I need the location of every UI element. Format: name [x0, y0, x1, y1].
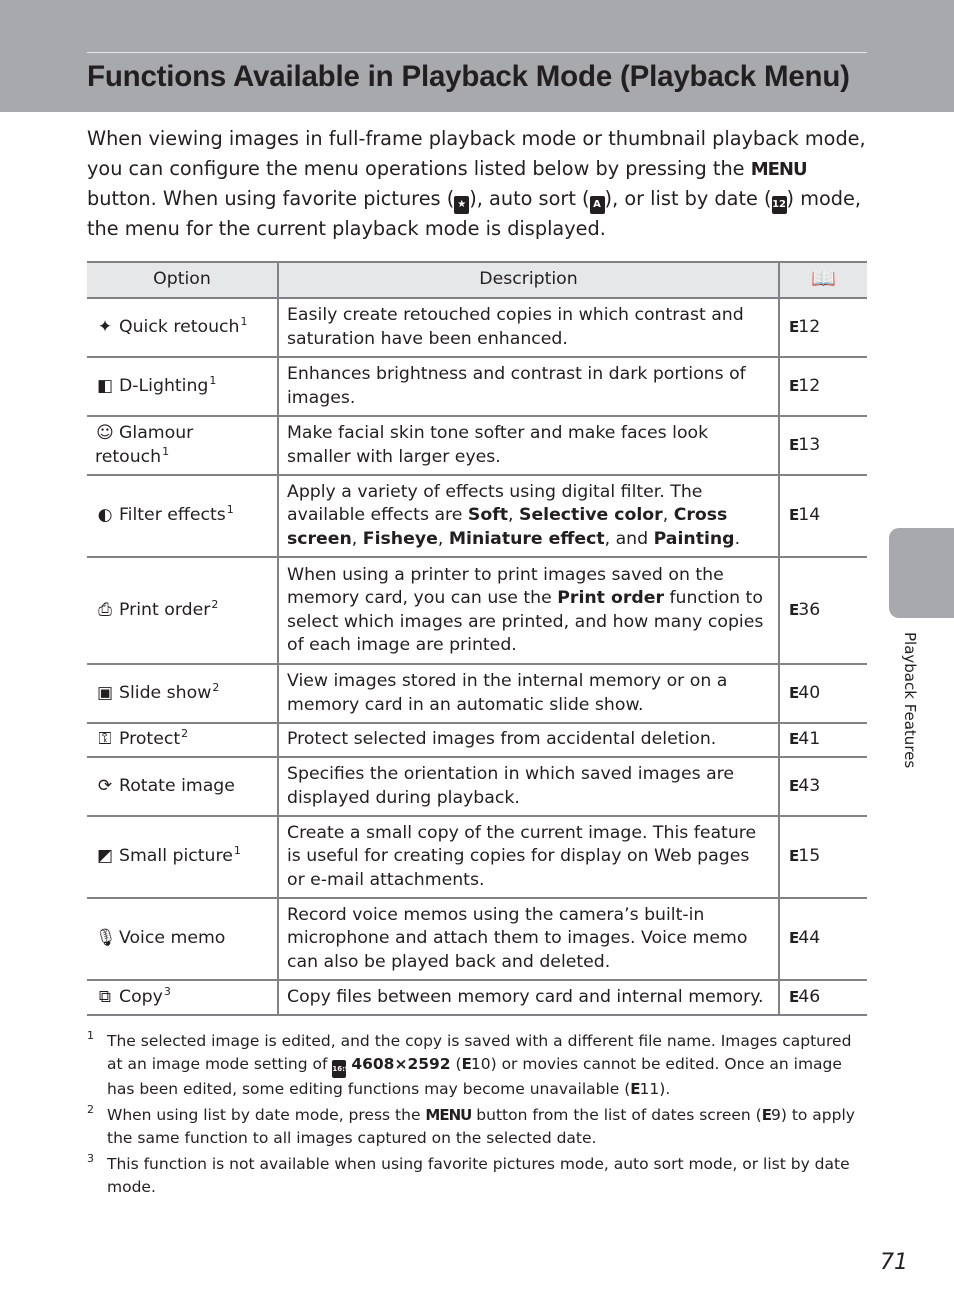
option-cell — [87, 898, 278, 980]
rotate-image-icon: ⟳ — [97, 775, 113, 796]
reference-section-icon: E — [630, 1079, 639, 1098]
page-reference: 13 — [798, 434, 821, 455]
description-cell — [278, 416, 779, 475]
protect-icon: ⚿ — [98, 729, 112, 750]
intro-text: ) mode, the menu for the current playback mode is displayed. — [87, 187, 862, 240]
description-text: Record voice memos using the camera’s built-in microphone and attach them to images. Voice memo can also be played back and deleted. — [287, 904, 748, 972]
reference-cell — [779, 980, 867, 1015]
footnote-text: button from the list of dates screen ( — [476, 1106, 762, 1124]
table-row — [87, 557, 867, 664]
option-label: Rotate image — [119, 775, 235, 796]
table-row — [87, 723, 867, 757]
footnote-number: 3 — [87, 1152, 94, 1165]
page-reference: 12 — [798, 316, 821, 337]
emphasized-term: Selective color — [519, 505, 663, 526]
table-row — [87, 298, 867, 357]
footnote-text: ) to apply the same function to all images captured on the selected date. — [107, 1106, 855, 1147]
footnote-marker: 2 — [212, 680, 220, 694]
section-side-tab — [889, 528, 954, 618]
image-mode-icon: 16:9 — [332, 1060, 346, 1078]
copy-icon: ⧉ — [98, 986, 112, 1007]
option-cell — [87, 816, 278, 898]
table-row — [87, 357, 867, 416]
table-row — [87, 416, 867, 475]
intro-text: ), auto sort ( — [469, 187, 590, 210]
reference-section-icon: E — [789, 776, 798, 795]
option-cell — [87, 557, 278, 664]
footnote-number: 2 — [87, 1103, 94, 1116]
description-cell — [278, 664, 779, 723]
reference-section-icon: E — [789, 847, 798, 866]
favorite-pictures-icon: ★ — [454, 196, 469, 214]
option-cell — [87, 664, 278, 723]
option-cell — [87, 757, 278, 816]
header-band — [0, 0, 954, 112]
option-label: Small picture — [119, 846, 233, 867]
option-label: Protect — [119, 729, 181, 750]
reference-cell — [779, 723, 867, 757]
page-reference: 12 — [798, 375, 821, 396]
description-text: , — [508, 505, 519, 526]
table-row — [87, 757, 867, 816]
footnotes — [87, 1030, 867, 1202]
column-header-reference — [779, 262, 867, 298]
section-side-label: Playback Features — [901, 632, 919, 769]
footnote-3 — [87, 1153, 867, 1198]
reference-cell — [779, 416, 867, 475]
description-text: function to select which images are printed, and how many copies of each image are printed. — [287, 588, 764, 655]
description-text: When using a printer to print images saved on the memory card, you can use the — [287, 564, 724, 608]
reference-section-icon: E — [789, 506, 798, 525]
footnote-number: 1 — [87, 1029, 94, 1042]
footnote-text: ) or movies cannot be edited. Once an image has been edited, some editing functions may become unavailable ( — [107, 1054, 842, 1098]
table-row — [87, 980, 867, 1015]
description-text: Specifies the orientation in which saved images are displayed during playback. — [287, 764, 735, 808]
option-cell — [87, 980, 278, 1015]
option-cell — [87, 298, 278, 357]
table-row — [87, 816, 867, 898]
description-cell — [278, 980, 779, 1015]
emphasized-term: Miniature effect — [448, 528, 605, 549]
page-reference: 9 — [770, 1106, 781, 1124]
reference-section-icon: E — [461, 1054, 470, 1073]
book-icon: 📖 — [811, 266, 836, 291]
description-text: , — [437, 528, 449, 549]
page-reference: 15 — [798, 846, 821, 867]
page-reference: 11 — [639, 1079, 660, 1098]
emphasized-term: Print order — [557, 588, 664, 608]
reference-cell — [779, 557, 867, 664]
quick-retouch-icon: ✦ — [97, 316, 113, 337]
description-cell — [278, 557, 779, 664]
description-text: Create a small copy of the current image. This feature is useful for creating copies for display on Web pages or e-mail attachments. — [287, 822, 757, 890]
emphasized-term: Soft — [467, 505, 508, 526]
slide-show-icon: ▣ — [96, 682, 114, 703]
option-label: D-Lighting — [119, 375, 209, 396]
reference-cell — [779, 475, 867, 557]
reference-section-icon: E — [789, 317, 798, 336]
reference-cell — [779, 664, 867, 723]
description-text: Make facial skin tone softer and make faces look smaller with larger eyes. — [287, 423, 709, 467]
description-text: , — [662, 505, 674, 526]
description-cell — [278, 723, 779, 757]
glamour-retouch-icon: ☺ — [96, 423, 114, 443]
table-header-row — [87, 262, 867, 298]
description-cell — [278, 357, 779, 416]
option-label: Print order — [119, 599, 211, 620]
emphasized-term: Painting — [653, 528, 735, 549]
list-by-date-icon: 12 — [772, 196, 787, 214]
reference-cell — [779, 357, 867, 416]
footnote-marker: 1 — [240, 314, 248, 328]
column-header-option: Option — [87, 262, 278, 298]
option-cell — [87, 723, 278, 757]
header-rule — [87, 52, 867, 53]
column-header-description: Description — [278, 262, 779, 298]
reference-section-icon: E — [789, 600, 798, 619]
option-label: Glamour retouch — [95, 423, 194, 467]
page-reference: 36 — [798, 599, 821, 620]
option-cell — [87, 357, 278, 416]
option-label: Voice memo — [119, 928, 226, 949]
reference-cell — [779, 298, 867, 357]
reference-cell — [779, 816, 867, 898]
emphasized-term: Cross screen — [287, 505, 728, 549]
footnote-text: ( — [455, 1054, 462, 1073]
page-title: Functions Available in Playback Mode (Playback Menu) — [87, 60, 850, 93]
footnote-marker: 3 — [163, 984, 171, 998]
footnote-marker: 2 — [181, 727, 189, 741]
intro-text: button. When using favorite pictures ( — [87, 187, 455, 210]
description-text: Easily create retouched copies in which contrast and saturation have been enhanced. — [287, 305, 744, 349]
option-cell — [87, 416, 278, 475]
print-order-icon: ⎙ — [98, 599, 112, 620]
voice-memo-icon: 🎙 — [95, 928, 117, 949]
footnote-marker: 1 — [233, 844, 241, 858]
page-reference: 43 — [798, 775, 821, 796]
description-text: , — [351, 528, 363, 549]
reference-section-icon: E — [789, 730, 798, 749]
option-cell — [87, 475, 278, 557]
intro-text: When viewing images in full-frame playback mode or thumbnail playback mode, you can configure the menu operations listed below by pressing the — [87, 127, 866, 180]
table-row — [87, 898, 867, 980]
description-cell — [278, 298, 779, 357]
description-cell — [278, 816, 779, 898]
small-picture-icon: ◩ — [96, 846, 114, 867]
footnote-marker: 1 — [226, 503, 234, 517]
reference-section-icon: E — [789, 929, 798, 948]
playback-menu-table — [87, 261, 867, 1016]
footnote-marker: 1 — [162, 444, 170, 458]
reference-cell — [779, 757, 867, 816]
description-text: . — [734, 528, 741, 549]
menu-button-glyph: MENU — [750, 158, 807, 180]
page-reference: 14 — [798, 505, 821, 526]
emphasized-term: Fisheye — [362, 528, 438, 549]
footnote-text: ). — [659, 1079, 671, 1098]
intro-text: ), or list by date ( — [604, 187, 772, 210]
option-label: Filter effects — [119, 505, 226, 526]
intro-paragraph — [87, 124, 877, 244]
page-reference: 10 — [470, 1054, 491, 1073]
image-mode-value: 4608×2592 — [351, 1054, 451, 1073]
footnote-1 — [87, 1030, 867, 1100]
reference-section-icon: E — [761, 1106, 770, 1124]
footnote-text: When using list by date mode, press the — [107, 1106, 421, 1124]
reference-section-icon: E — [789, 987, 798, 1006]
d-lighting-icon: ◧ — [96, 375, 114, 396]
option-label: Copy — [119, 986, 163, 1007]
reference-cell — [779, 898, 867, 980]
reference-section-icon: E — [789, 376, 798, 395]
page-reference: 46 — [798, 986, 821, 1007]
description-cell — [278, 475, 779, 557]
footnote-2 — [87, 1104, 867, 1149]
footnote-marker: 1 — [209, 373, 217, 387]
description-text: Protect selected images from accidental deletion. — [287, 729, 717, 750]
reference-section-icon: E — [789, 435, 798, 454]
description-text: Apply a variety of effects using digital filter. The available effects are — [287, 481, 703, 526]
description-text: , and — [604, 528, 654, 549]
auto-sort-icon: A — [590, 196, 605, 214]
option-label: Slide show — [119, 682, 212, 703]
description-cell — [278, 757, 779, 816]
page-reference: 40 — [798, 682, 821, 703]
footnote-text: The selected image is edited, and the copy is saved with a different file name. Images captured at an image mode setting of — [107, 1032, 852, 1073]
description-text: Copy files between memory card and internal memory. — [287, 986, 764, 1007]
page-number: 71 — [880, 1250, 908, 1275]
option-label: Quick retouch — [119, 316, 240, 337]
description-cell — [278, 898, 779, 980]
table-row — [87, 664, 867, 723]
description-text: View images stored in the internal memory or on a memory card in an automatic slide show. — [287, 671, 728, 715]
filter-effects-icon: ◐ — [97, 505, 113, 526]
reference-section-icon: E — [789, 683, 798, 702]
menu-button-glyph: MENU — [425, 1106, 472, 1124]
table-row — [87, 475, 867, 557]
page-reference: 41 — [798, 729, 821, 750]
footnote-marker: 2 — [211, 597, 219, 611]
footnote-text: This function is not available when using favorite pictures mode, auto sort mode, or list by date mode. — [107, 1155, 850, 1196]
page-reference: 44 — [798, 928, 821, 949]
description-text: Enhances brightness and contrast in dark portions of images. — [287, 364, 746, 408]
